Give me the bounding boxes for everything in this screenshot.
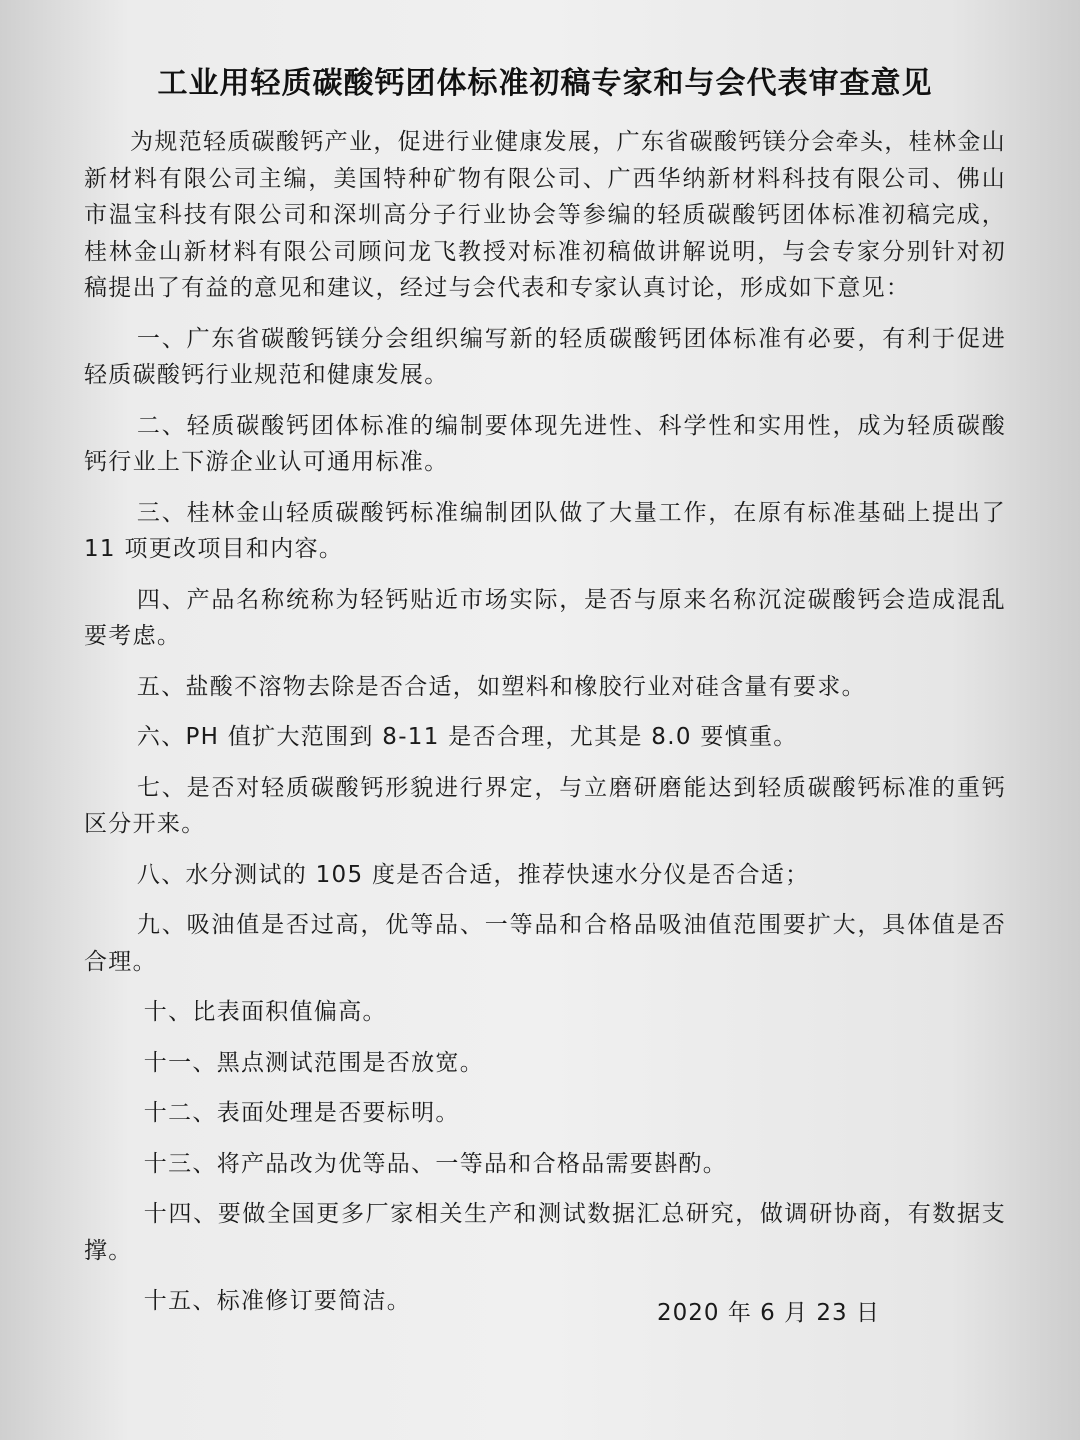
- opinion-item-3: 三、桂林金山轻质碳酸钙标准编制团队做了大量工作，在原有标准基础上提出了 11 项更改项目和内容。: [84, 499, 1006, 562]
- document-title: 工业用轻质碳酸钙团体标准初稿专家和与会代表审查意见: [157, 66, 933, 101]
- opinion-item-12: 十二、表面处理是否要标明。: [143, 1100, 460, 1126]
- opinion-item-5: 五、盐酸不溶物去除是否合适，如塑料和橡胶行业对硅含量有要求。: [136, 673, 866, 700]
- opinion-item-15: 十五、标准修订要简洁。: [143, 1288, 412, 1314]
- opinion-item-4: 四、产品名称统称为轻钙贴近市场实际，是否与原来名称沉淀碳酸钙会造成混乱要考虑。: [84, 586, 1006, 649]
- opinion-item-13: 十三、将产品改为优等品、一等品和合格品需要斟酌。: [143, 1150, 727, 1177]
- opinion-item-10: 十、比表面积值偏高。: [143, 999, 387, 1025]
- opinion-item-2: 二、轻质碳酸钙团体标准的编制要体现先进性、科学性和实用性，成为轻质碳酸钙行业上下游企业认可通用标准。: [84, 412, 1006, 475]
- document-date: 2020 年 6 月 23 日: [657, 1300, 880, 1326]
- opinion-item-7: 七、是否对轻质碳酸钙形貌进行界定，与立磨研磨能达到轻质碳酸钙标准的重钙区分开来。: [84, 774, 1006, 837]
- opinion-item-9: 九、吸油值是否过高，优等品、一等品和合格品吸油值范围要扩大，具体值是否合理。: [84, 912, 1006, 975]
- intro-paragraph: 为规范轻质碳酸钙产业，促进行业健康发展，广东省碳酸钙镁分会牵头，桂林金山新材料有限公司主编，美国特种矿物有限公司、广西华纳新材料科技有限公司、佛山市温宝科技有限公司和深圳高分子行业协会等参编的轻质碳酸钙团体标准初稿完成，桂林金山新材料有限公司顾问龙飞教授对标准初稿做讲解说明，与会专家分别针对初稿提出了有益的意见和建议，经过与会代表和专家认真讨论，形成如下意见：: [84, 129, 1006, 301]
- opinion-item-11: 十一、黑点测试范围是否放宽。: [143, 1049, 484, 1076]
- document-body: [84, 124, 1006, 1320]
- opinion-item-6: 六、PH 值扩大范围到 8-11 是否合理，尤其是 8.0 要慎重。: [136, 724, 798, 750]
- opinion-item-8: 八、水分测试的 105 度是否合适，推荐快速水分仪是否合适；: [136, 861, 810, 888]
- opinion-item-14: 十四、要做全国更多厂家相关生产和测试数据汇总研究，做调研协商，有数据支撑。: [84, 1201, 1006, 1264]
- opinion-item-1: 一、广东省碳酸钙镁分会组织编写新的轻质碳酸钙团体标准有必要，有利于促进轻质碳酸钙行业规范和健康发展。: [84, 325, 1006, 388]
